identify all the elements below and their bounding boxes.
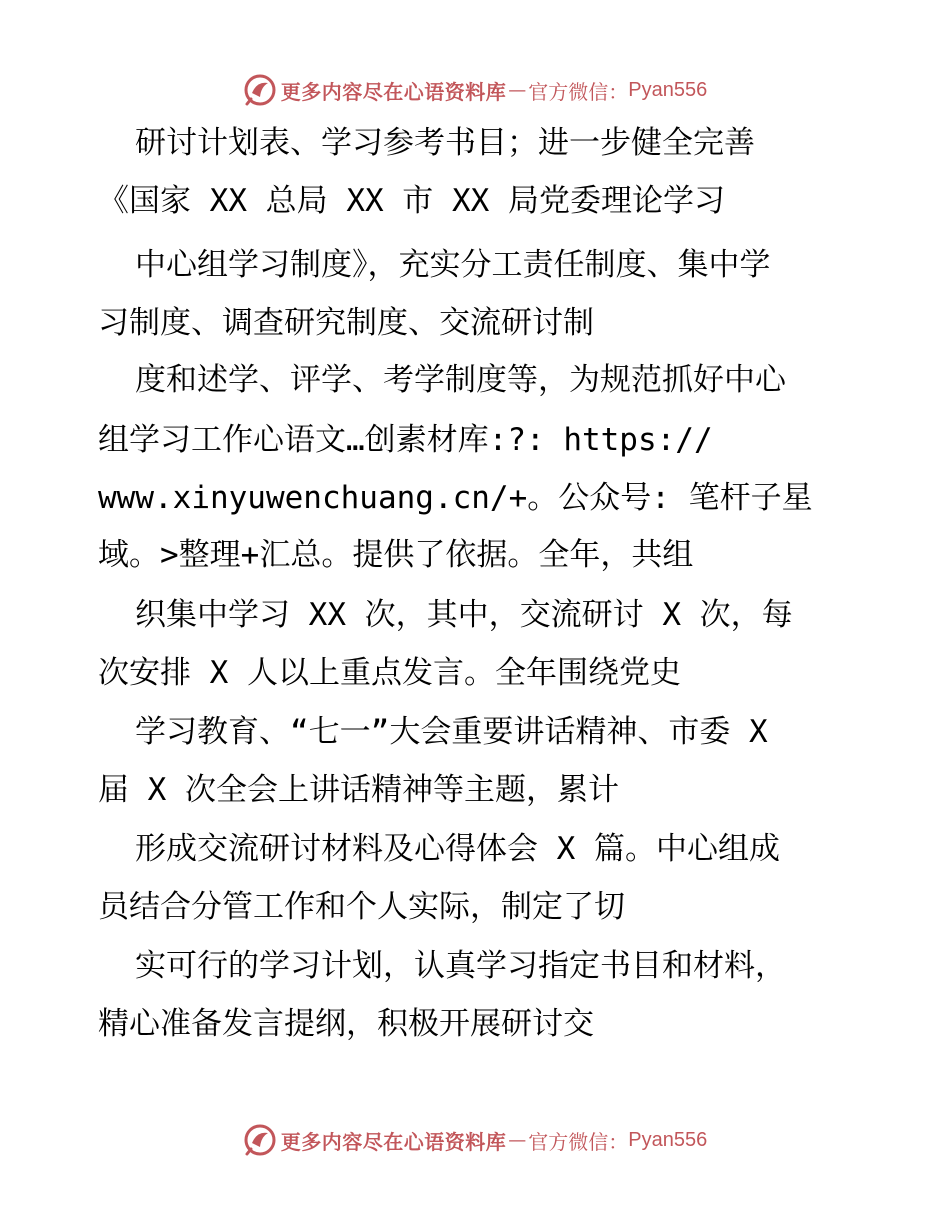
text-line: 届 X 次全会上讲话精神等主题，累计 — [98, 772, 619, 808]
banner-text: 更多内容尽在心语资料库 — [280, 1129, 507, 1154]
red-swirl-logo-icon — [243, 1123, 277, 1157]
text-line: 次安排 X 人以上重点发言。全年围绕党史 — [98, 655, 681, 691]
banner-text: 更多内容尽在心语资料库 — [280, 79, 507, 104]
footer-banner — [0, 1120, 950, 1160]
red-swirl-logo-icon — [243, 73, 277, 107]
banner-dash: — — [508, 1129, 527, 1151]
wechat-label: 官方微信： — [528, 1129, 629, 1154]
wechat-label: 官方微信： — [528, 79, 629, 104]
text-line: 组学习工作心语文…创素材库:?: https:// — [98, 422, 713, 458]
text-line: 实可行的学习计划，认真学习指定书目和材料， — [135, 948, 786, 984]
text-line: 形成交流研讨材料及心得体会 X 篇。中心组成 — [135, 831, 780, 867]
wechat-id: Pyan556 — [628, 78, 708, 101]
text-line: 员结合分管工作和个人实际，制定了切 — [98, 889, 625, 925]
text-line: 域。>整理+汇总。提供了依据。全年，共组 — [98, 537, 694, 573]
wechat-id: Pyan556 — [628, 1128, 708, 1151]
banner-dash: — — [508, 79, 527, 101]
header-banner — [0, 70, 950, 110]
text-line: www.xinyuwenchuang.cn/+。公众号: 笔杆子星 — [98, 480, 813, 516]
text-line: 学习教育、“七一”大会重要讲话精神、市委 X — [135, 714, 768, 750]
text-line: 习制度、调查研究制度、交流研讨制 — [98, 305, 594, 341]
text-line: 织集中学习 XX 次，其中，交流研讨 X 次，每 — [135, 597, 793, 633]
text-line: 度和述学、评学、考学制度等，为规范抓好中心 — [135, 362, 786, 398]
text-line: 研讨计划表、学习参考书目；进一步健全完善 — [135, 125, 755, 161]
text-line: 精心准备发言提纲，积极开展研讨交 — [98, 1006, 594, 1042]
text-line: 《国家 XX 总局 XX 市 XX 局党委理论学习 — [98, 183, 725, 219]
text-line: 中心组学习制度》，充实分工责任制度、集中学 — [135, 247, 771, 283]
